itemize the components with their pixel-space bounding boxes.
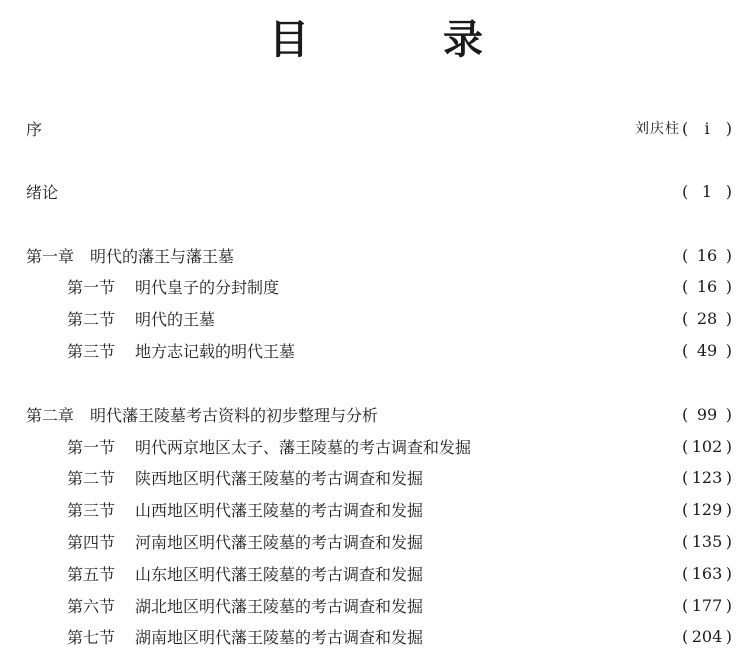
page-paren-open: (: [682, 531, 689, 551]
page-paren-close: ): [725, 404, 732, 424]
dot-leader: [437, 463, 676, 491]
page-number: 49: [696, 340, 718, 360]
toc-entry-heading: [67, 275, 279, 298]
page-title: 目 录: [269, 16, 543, 63]
page-paren-close: ): [725, 276, 732, 296]
page-paren-close: ): [725, 595, 732, 615]
page-number: 123: [691, 467, 723, 487]
dot-leader: [293, 272, 676, 300]
toc-entry-label: 地方志记载的明代王墓: [135, 341, 296, 361]
toc-entry-chapter[interactable]: [26, 177, 732, 205]
page-paren-open: (: [682, 181, 689, 201]
page-paren-close: ): [725, 531, 732, 551]
page-paren-open: (: [682, 436, 689, 456]
toc-entry-section[interactable]: [67, 591, 732, 619]
dot-leader: [382, 400, 676, 428]
page-number: 16: [696, 276, 718, 296]
page-number: 204: [691, 626, 723, 646]
page-paren-open: (: [682, 499, 689, 519]
page-paren-open: (: [682, 340, 689, 360]
dot-leader: [437, 622, 676, 650]
toc-entry-section[interactable]: [67, 304, 732, 332]
page-paren-open: (: [682, 118, 689, 138]
toc-entry-section[interactable]: [67, 272, 732, 300]
page-paren-open: (: [682, 467, 689, 487]
toc-entry-section[interactable]: [67, 432, 732, 460]
page-number: 177: [691, 595, 723, 615]
toc-entry-author: 刘庆柱: [635, 121, 680, 137]
toc-entry-page: [682, 309, 732, 328]
toc-entry-page: [682, 182, 732, 201]
page-paren-open: (: [682, 595, 689, 615]
page-paren-close: ): [725, 499, 732, 519]
page-number: 163: [691, 563, 723, 583]
toc-entry-page: [682, 627, 732, 646]
page-number: i: [704, 118, 710, 138]
toc-entry-chapter[interactable]: [26, 114, 732, 142]
toc-entry-heading: [26, 180, 58, 203]
dot-leader: [229, 304, 676, 332]
section-number: 第四节: [67, 532, 116, 552]
toc-entry-heading: [67, 307, 215, 330]
toc-entry-heading: [67, 562, 423, 585]
section-number: 第七节: [67, 627, 116, 647]
toc-entry-label: 明代的王墓: [135, 309, 216, 329]
toc-entry-page: [682, 564, 732, 583]
page-number: 16: [696, 245, 718, 265]
toc-entry-page: [682, 437, 732, 456]
page-paren-close: ): [725, 626, 732, 646]
toc-entry-chapter[interactable]: [26, 241, 732, 269]
page-paren-open: (: [682, 245, 689, 265]
toc-entry-heading: [26, 117, 42, 140]
toc-entry-heading: [67, 530, 423, 553]
toc-entry-page: [682, 405, 732, 424]
section-number: 第三节: [67, 500, 116, 520]
dot-leader: [309, 336, 676, 364]
page-paren-open: (: [682, 626, 689, 646]
dot-leader: [437, 559, 676, 587]
page-number: 99: [696, 404, 718, 424]
toc-entry-label: 明代两京地区太子、藩王陵墓的考古调查和发掘: [135, 437, 472, 457]
toc-entry-label: 湖北地区明代藩王陵墓的考古调查和发掘: [135, 596, 424, 616]
section-number: 第一节: [67, 437, 116, 457]
toc-entry-page: [682, 500, 732, 519]
toc-entry-page: [682, 596, 732, 615]
section-number: 第六节: [67, 596, 116, 616]
toc-entry-label: 湖南地区明代藩王陵墓的考古调查和发掘: [135, 627, 424, 647]
toc-entry-heading: [67, 498, 423, 521]
toc-entry-label: 绪论: [26, 182, 59, 202]
section-number: 第二节: [67, 468, 116, 488]
page-paren-open: (: [682, 404, 689, 424]
dot-leader: [46, 114, 629, 142]
page-paren-open: (: [682, 563, 689, 583]
page-number: 129: [691, 499, 723, 519]
toc-entry-page: [682, 341, 732, 360]
page-number: 28: [696, 308, 718, 328]
toc-entry-heading: [67, 466, 423, 489]
page-paren-close: ): [725, 308, 732, 328]
page-number: 102: [691, 436, 723, 456]
toc-entry-page: [682, 246, 732, 265]
page-paren-close: ): [725, 118, 732, 138]
page-paren-open: (: [682, 276, 689, 296]
toc-entry-label: 山东地区明代藩王陵墓的考古调查和发掘: [135, 564, 424, 584]
toc-entry-label: 河南地区明代藩王陵墓的考古调查和发掘: [135, 532, 424, 552]
toc-entry-section[interactable]: [67, 336, 732, 364]
dot-leader: [437, 495, 676, 523]
page-paren-close: ): [725, 181, 732, 201]
toc-entry-heading: [67, 594, 423, 617]
toc-entry-label: 山西地区明代藩王陵墓的考古调查和发掘: [135, 500, 424, 520]
toc-entry-section[interactable]: [67, 622, 732, 650]
toc-entry-section[interactable]: [67, 463, 732, 491]
page-paren-close: ): [725, 563, 732, 583]
section-number: 第三节: [67, 341, 116, 361]
page-paren-open: (: [682, 308, 689, 328]
toc-entry-label: 第二章 明代藩王陵墓考古资料的初步整理与分析: [26, 405, 379, 425]
dot-leader: [437, 527, 676, 555]
page-paren-close: ): [725, 340, 732, 360]
toc-entry-label: 陕西地区明代藩王陵墓的考古调查和发掘: [135, 468, 424, 488]
toc-entry-section[interactable]: [67, 527, 732, 555]
toc-entry-page: [682, 532, 732, 551]
toc-entry-chapter[interactable]: [26, 400, 732, 428]
toc-entry-section[interactable]: [67, 559, 732, 587]
page-paren-close: ): [725, 245, 732, 265]
page-number: 135: [691, 531, 723, 551]
toc-entry-page: [682, 468, 732, 487]
page-number: 1: [701, 181, 713, 201]
dot-leader: [437, 591, 676, 619]
dot-leader: [238, 241, 676, 269]
toc-entry-label: 序: [26, 119, 43, 139]
toc-entry-label: 明代皇子的分封制度: [135, 277, 280, 297]
toc-entry-heading: [26, 244, 234, 267]
page-paren-close: ): [725, 467, 732, 487]
dot-leader: [62, 177, 676, 205]
toc-entry-label: 第一章 明代的藩王与藩王墓: [26, 246, 235, 266]
section-number: 第一节: [67, 277, 116, 297]
page-paren-close: ): [725, 436, 732, 456]
dot-leader: [485, 432, 676, 460]
toc-entry-heading: [67, 435, 471, 458]
toc-entry-page: [682, 277, 732, 296]
toc-entry-page: [682, 119, 732, 138]
toc-entry-section[interactable]: [67, 495, 732, 523]
toc-entry-heading: [26, 403, 378, 426]
section-number: 第五节: [67, 564, 116, 584]
toc-entry-heading: [67, 339, 295, 362]
toc-entry-heading: [67, 625, 423, 648]
section-number: 第二节: [67, 309, 116, 329]
